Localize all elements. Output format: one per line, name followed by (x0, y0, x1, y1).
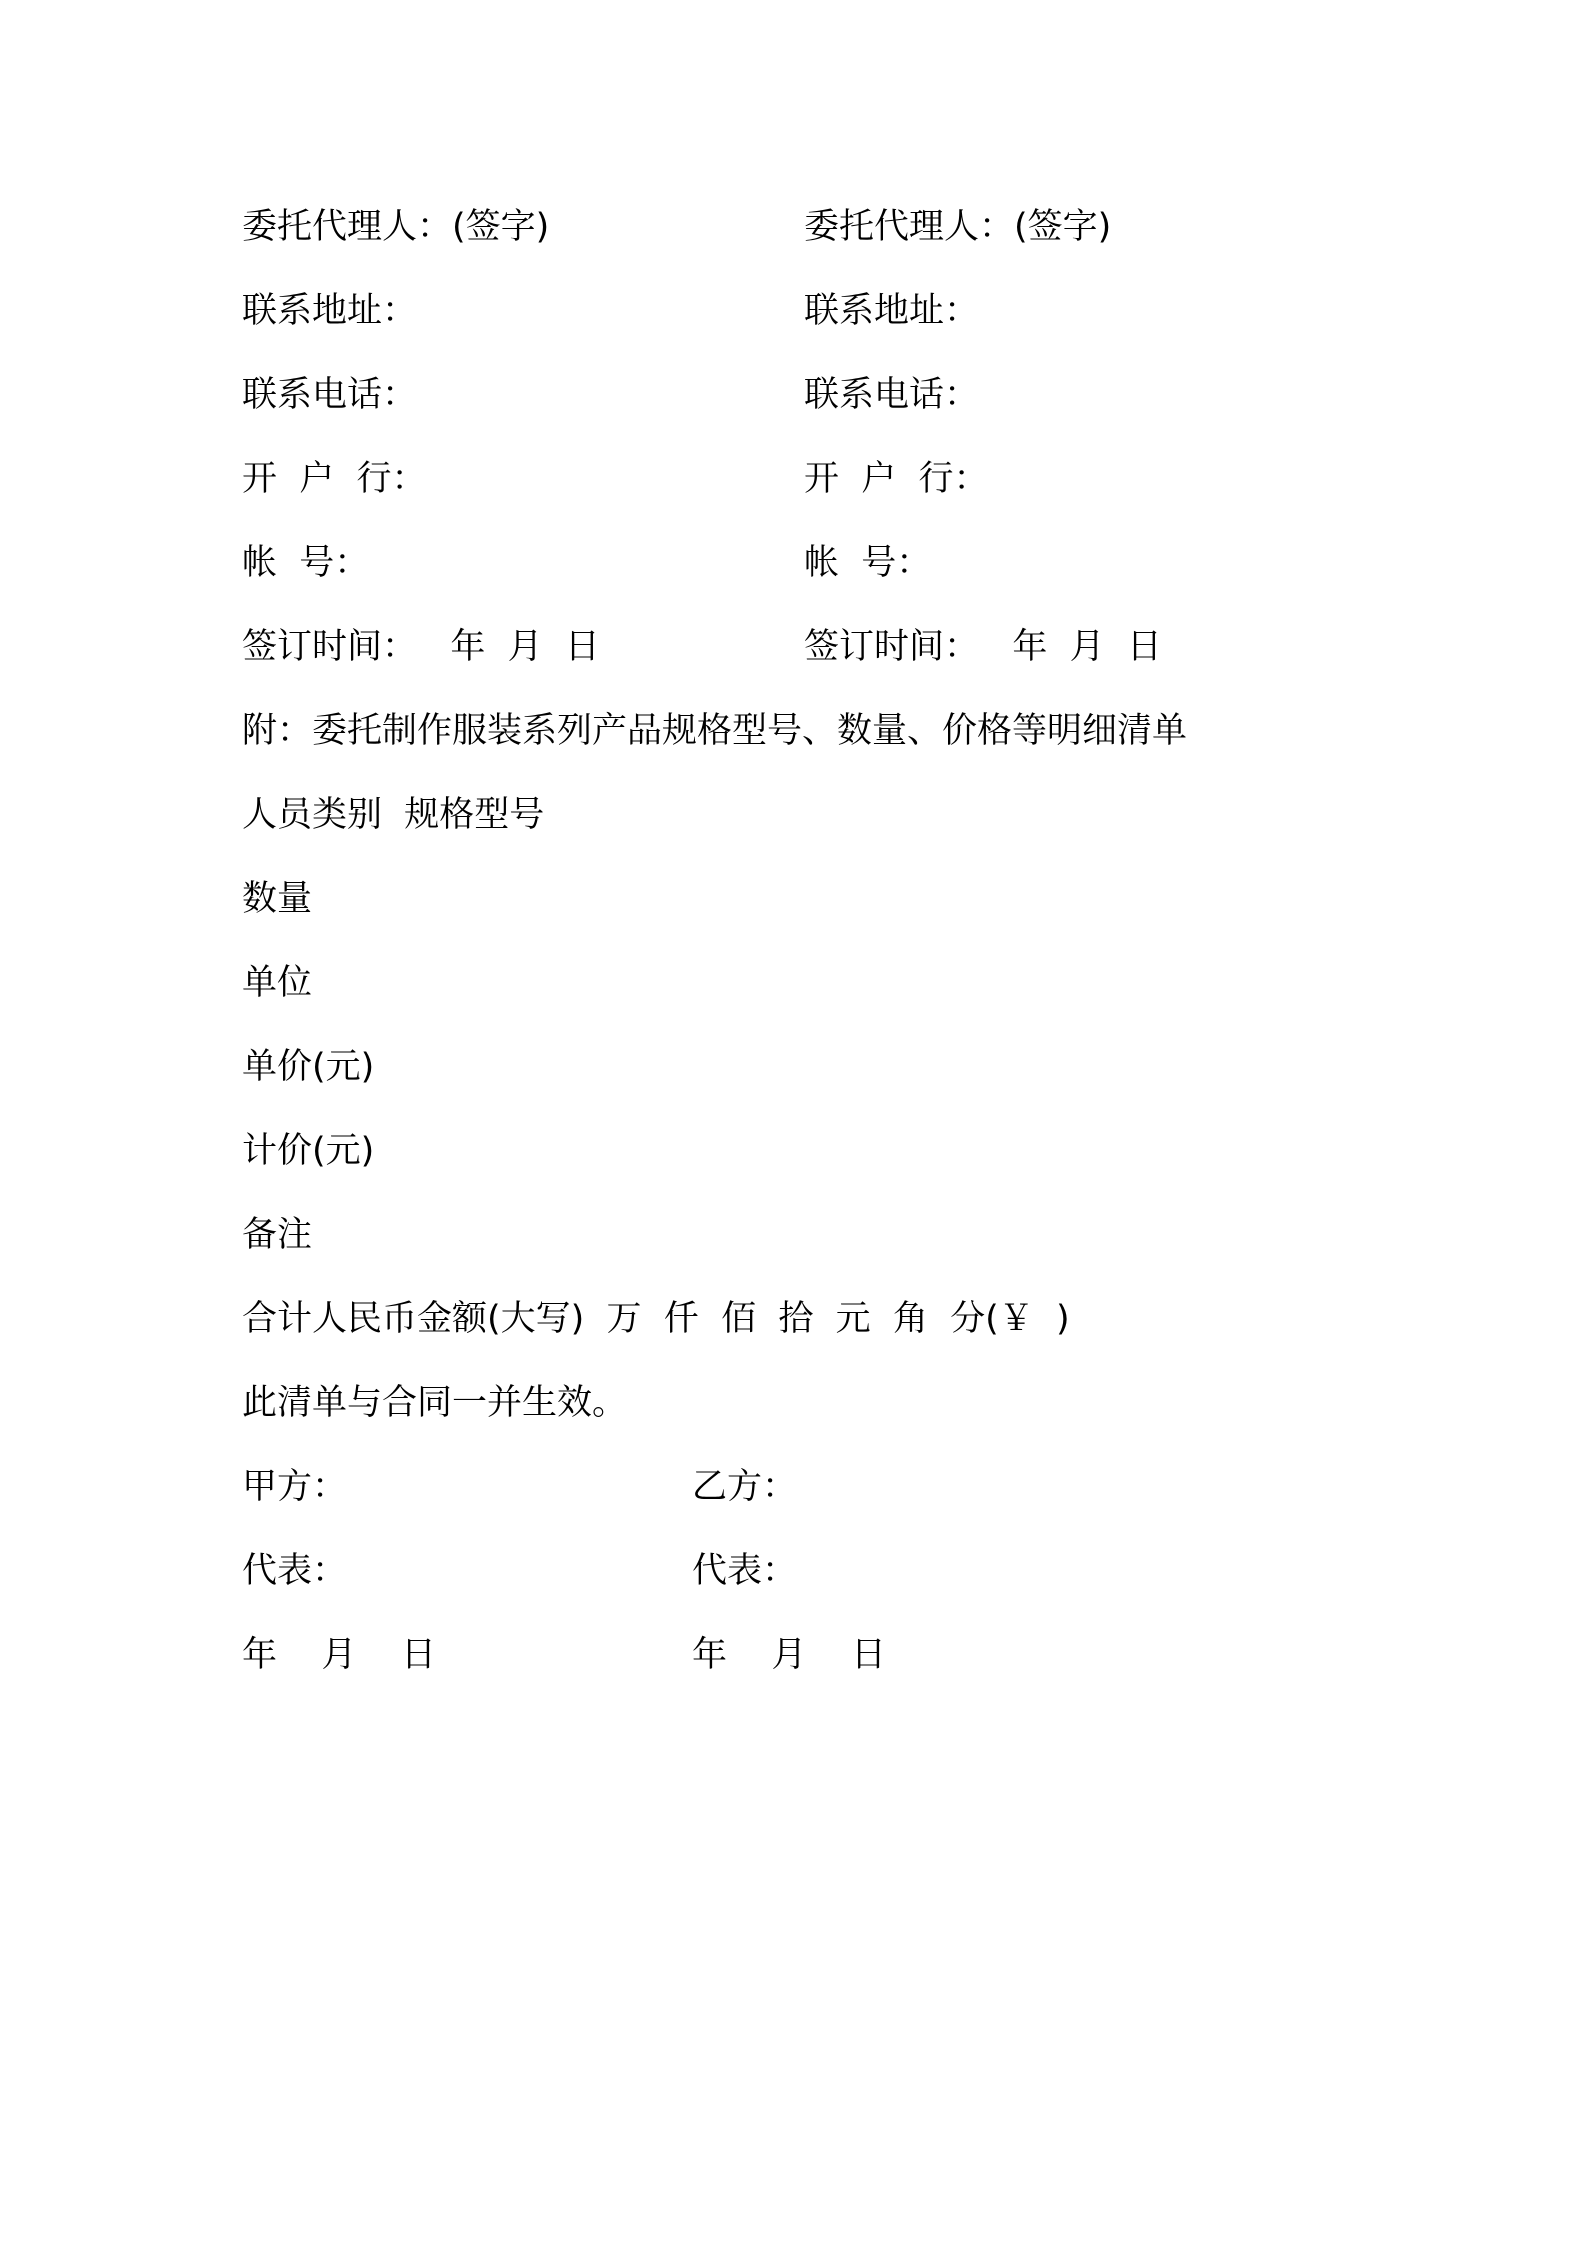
appendix-field-unit: 单位 (242, 963, 313, 1003)
appendix-total-amount: 合计人民币金额(大写) 万 仟 佰 拾 元 角 分(￥ ) (242, 1299, 1070, 1339)
appendix-field-total-price: 计价(元) (242, 1131, 375, 1171)
right-agent-signature: 委托代理人：(签字) (804, 207, 1112, 247)
party-a-date: 年 月 日 (242, 1635, 437, 1675)
party-b-date: 年 月 日 (692, 1635, 887, 1675)
appendix-field-remarks: 备注 (242, 1215, 313, 1255)
party-b-representative: 代表： (692, 1551, 798, 1591)
right-contact-address: 联系地址： (804, 291, 980, 331)
appendix-field-quantity: 数量 (242, 879, 313, 919)
right-bank: 开 户 行： (804, 459, 989, 499)
left-contact-phone: 联系电话： (242, 375, 418, 415)
left-contact-address: 联系地址： (242, 291, 418, 331)
party-a-label: 甲方： (242, 1467, 348, 1507)
left-sign-date: 签订时间： 年 月 日 (242, 627, 600, 667)
party-a-representative: 代表： (242, 1551, 348, 1591)
party-b-label: 乙方： (692, 1467, 798, 1507)
appendix-effective-note: 此清单与合同一并生效。 (242, 1383, 628, 1423)
left-agent-signature: 委托代理人：(签字) (242, 207, 550, 247)
appendix-field-unit-price: 单价(元) (242, 1047, 375, 1087)
right-account: 帐 号： (804, 543, 932, 583)
left-account: 帐 号： (242, 543, 370, 583)
appendix-field-category-spec: 人员类别 规格型号 (242, 795, 545, 835)
left-bank: 开 户 行： (242, 459, 427, 499)
right-sign-date: 签订时间： 年 月 日 (804, 627, 1162, 667)
right-contact-phone: 联系电话： (804, 375, 980, 415)
appendix-title: 附：委托制作服装系列产品规格型号、数量、价格等明细清单 (242, 711, 1188, 751)
